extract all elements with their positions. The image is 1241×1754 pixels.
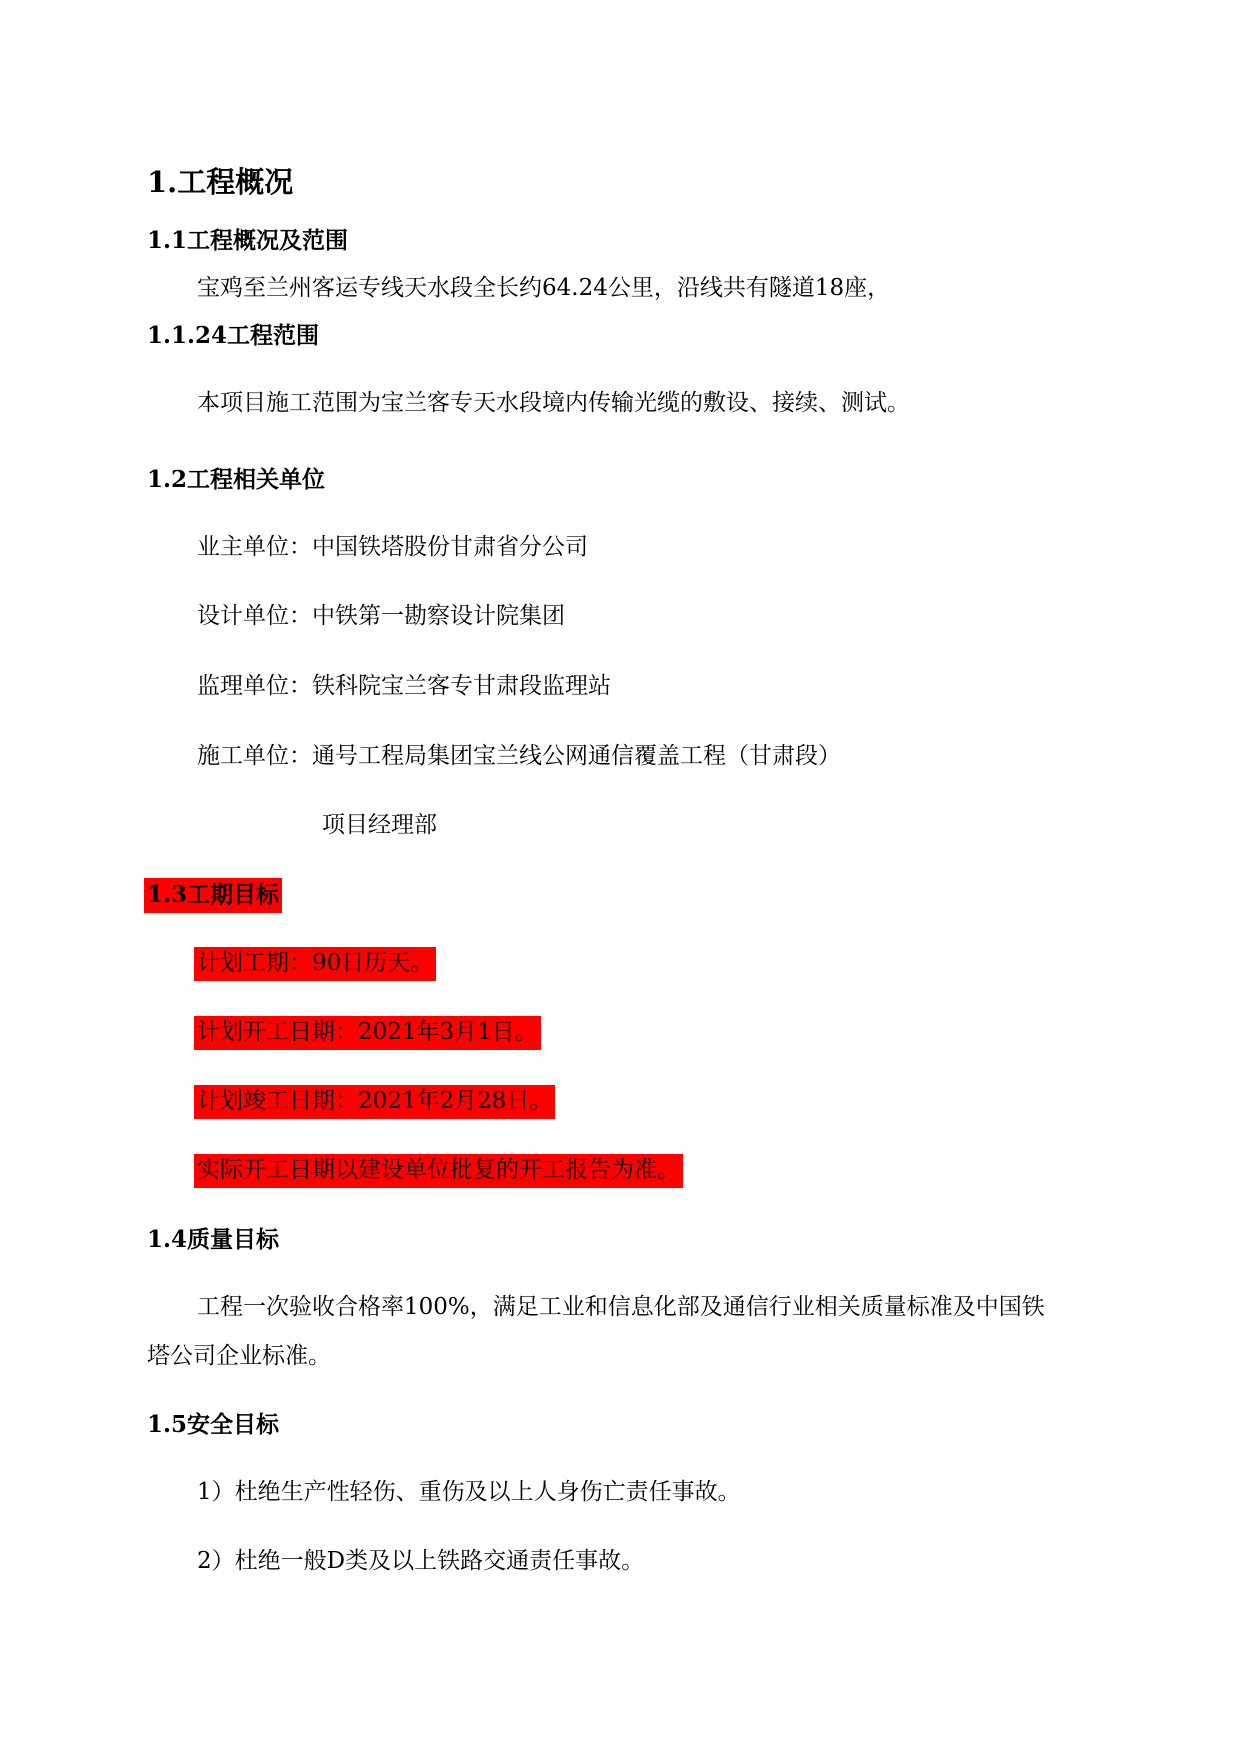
planned-start-date: 计划开工日期：2021年3月1日。 — [194, 1016, 541, 1050]
section-1-title: 1.工程概况 — [147, 165, 294, 199]
section-1-2-title: 1.2工程相关单位 — [147, 466, 326, 493]
safety-goal-2: 2）杜绝一般D类及以上铁路交通责任事故。 — [197, 1548, 645, 1574]
planned-period: 计划工期：90日历天。 — [194, 947, 436, 981]
quality-text-line-1: 工程一次验收合格率100%，满足工业和信息化部及通信行业相关质量标准及中国铁 — [197, 1294, 1045, 1320]
quality-text-line-2: 塔公司企业标准。 — [147, 1343, 331, 1369]
actual-start-note: 实际开工日期以建设单位批复的开工报告为准。 — [194, 1154, 683, 1188]
section-1-1-24-title: 1.1.24工程范围 — [147, 322, 320, 349]
planned-end-date: 计划竣工日期：2021年2月28日。 — [194, 1085, 555, 1119]
construction-unit: 施工单位：通号工程局集团宝兰线公网通信覆盖工程（甘肃段） — [197, 743, 841, 769]
design-unit: 设计单位：中铁第一勘察设计院集团 — [197, 603, 565, 629]
section-1-1-24-text: 本项目施工范围为宝兰客专天水段境内传输光缆的敷设、接续、测试。 — [197, 390, 910, 416]
construction-unit-continued: 项目经理部 — [322, 812, 437, 838]
section-1-3-title: 1.3工期目标 — [144, 878, 282, 913]
section-1-1-title: 1.1工程概况及范围 — [147, 227, 349, 254]
section-1-5-title: 1.5安全目标 — [147, 1411, 280, 1438]
section-1-1-text: 宝鸡至兰州客运专线天水段全长约64.24公里，沿线共有隧道18座， — [197, 275, 891, 301]
owner-unit: 业主单位：中国铁塔股份甘肃省分公司 — [197, 534, 588, 560]
section-1-4-title: 1.4质量目标 — [147, 1226, 280, 1253]
supervision-unit: 监理单位：铁科院宝兰客专甘肃段监理站 — [197, 673, 611, 699]
safety-goal-1: 1）杜绝生产性轻伤、重伤及以上人身伤亡责任事故。 — [197, 1479, 741, 1505]
